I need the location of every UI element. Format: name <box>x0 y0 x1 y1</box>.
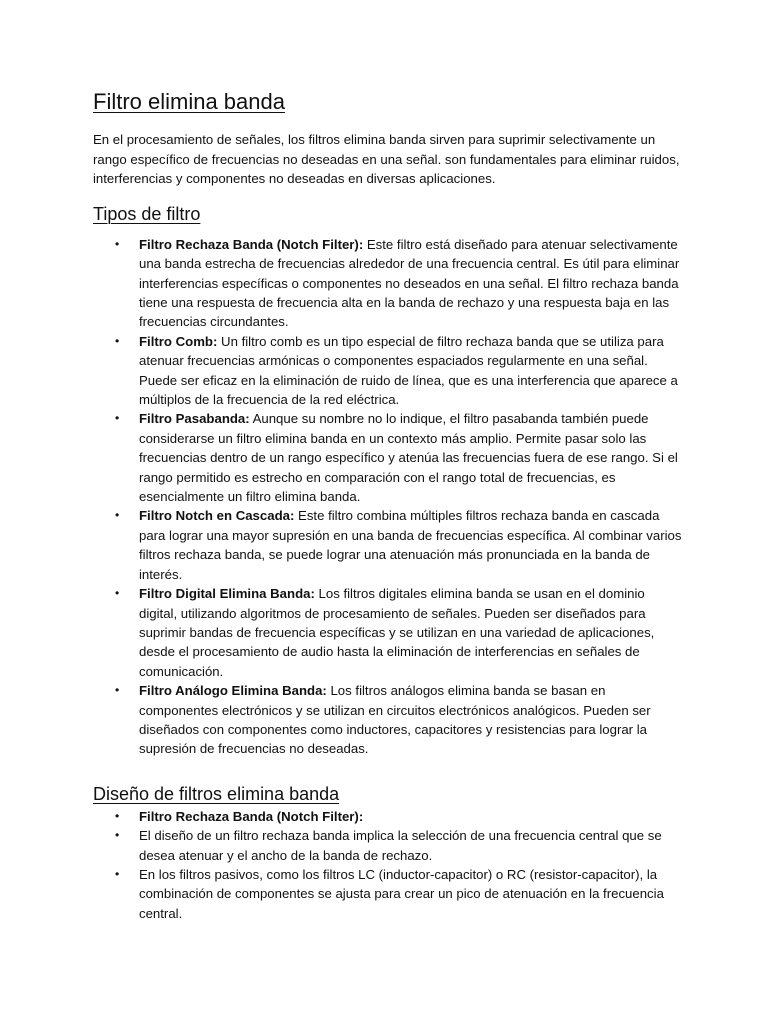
list-item <box>93 506 683 584</box>
item-text: Aunque su nombre no lo indique, el filtro pasabanda también puede considerarse un filtro elimina banda en un contexto más amplio. Permite pasar solo las frecuencias dentro de un rango específico y atenúa las frecuencias fuera de ese rango. Si el rango permitido es estrecho en comparación con el rango total de frecuencias, es esencialmente un filtro elimina banda. <box>139 411 678 505</box>
bullet-icon: • <box>115 828 120 843</box>
document-page <box>93 86 683 923</box>
item-text: Un filtro comb es un tipo especial de filtro rechaza banda que se utiliza para atenuar frecuencias armónicas o componentes espaciados regularmente en una señal. Puede ser eficaz en la eliminación de ruido de línea, que es una interferencia que aparece a múltiplos de la frecuencia de la red eléctrica. <box>139 333 678 408</box>
tipos-list <box>93 235 683 759</box>
bullet-icon: • <box>115 586 120 601</box>
item-term: Filtro Comb: <box>139 333 218 349</box>
bullet-icon: • <box>115 411 120 426</box>
intro-paragraph: En el procesamiento de señales, los filtros elimina banda sirven para suprimir selectivamente un rango específico de frecuencias no deseadas en una señal. son fundamentales para eliminar ruidos, interferencias y componentes no deseadas en diversas aplicaciones. <box>93 132 680 187</box>
list-item <box>93 332 683 410</box>
item-text: Los filtros análogos elimina banda se basan en componentes electrónicos y se utilizan en circuitos electrónicos analógicos. Pueden ser diseñados con componentes como inductores, capacitores y resistencias para lograr la supresión de frecuencias no deseadas. <box>139 683 651 757</box>
page-title: Filtro elimina banda <box>93 89 285 114</box>
list-item <box>93 865 683 923</box>
bullet-icon: • <box>115 866 120 881</box>
item-text: Este filtro combina múltiples filtros rechaza banda en cascada para lograr una mayor supresión en una banda de frecuencias específica. Al combinar varios filtros rechaza banda, se puede lograr una atenuación más pronunciada en la banda de interés. <box>139 508 682 582</box>
list-item <box>93 409 683 506</box>
item-term: Filtro Análogo Elimina Banda: <box>139 683 327 699</box>
item-term: Filtro Rechaza Banda (Notch Filter): <box>139 808 364 824</box>
bullet-icon: • <box>115 683 120 698</box>
bullet-icon: • <box>115 808 120 823</box>
item-term: Filtro Digital Elimina Banda: <box>139 586 315 602</box>
bullet-icon: • <box>115 333 120 348</box>
diseno-list <box>93 807 683 923</box>
item-text: El diseño de un filtro rechaza banda implica la selección de una frecuencia central que se desea atenuar y el ancho de la banda de rechazo. <box>139 828 662 863</box>
list-item <box>93 826 683 865</box>
list-item <box>93 584 683 681</box>
list-item <box>93 235 683 332</box>
bullet-icon: • <box>115 508 120 523</box>
list-item <box>93 807 683 826</box>
section-heading-tipos: Tipos de filtro <box>93 203 201 224</box>
item-term: Filtro Rechaza Banda (Notch Filter): <box>139 236 364 252</box>
section-heading-diseno: Diseño de filtros elimina banda <box>93 783 340 804</box>
item-term: Filtro Notch en Cascada: <box>139 508 295 524</box>
item-text: Los filtros digitales elimina banda se usan en el dominio digital, utilizando algoritmos de procesamiento de señales. Pueden ser diseñados para suprimir bandas de frecuencia específicas y se utilizan en una variedad de aplicaciones, desde el procesamiento de audio hasta la eliminación de interferencias en señales de comunicación. <box>139 586 655 679</box>
item-text: En los filtros pasivos, como los filtros LC (inductor-capacitor) o RC (resistor-capacitor), la combinación de componentes se ajusta para crear un pico de atenuación en la frecuencia central. <box>139 866 664 921</box>
bullet-icon: • <box>115 236 120 251</box>
item-term: Filtro Pasabanda: <box>139 411 250 427</box>
item-text: Este filtro está diseñado para atenuar selectivamente una banda estrecha de frecuencias alrededor de una frecuencia central. Es útil para eliminar interferencias específicas o componentes no deseados en una señal. El filtro rechaza banda tiene una respuesta de frecuencia alta en la banda de rechazo y una respuesta baja en las frecuencias circundantes. <box>139 236 680 330</box>
list-item <box>93 681 683 759</box>
